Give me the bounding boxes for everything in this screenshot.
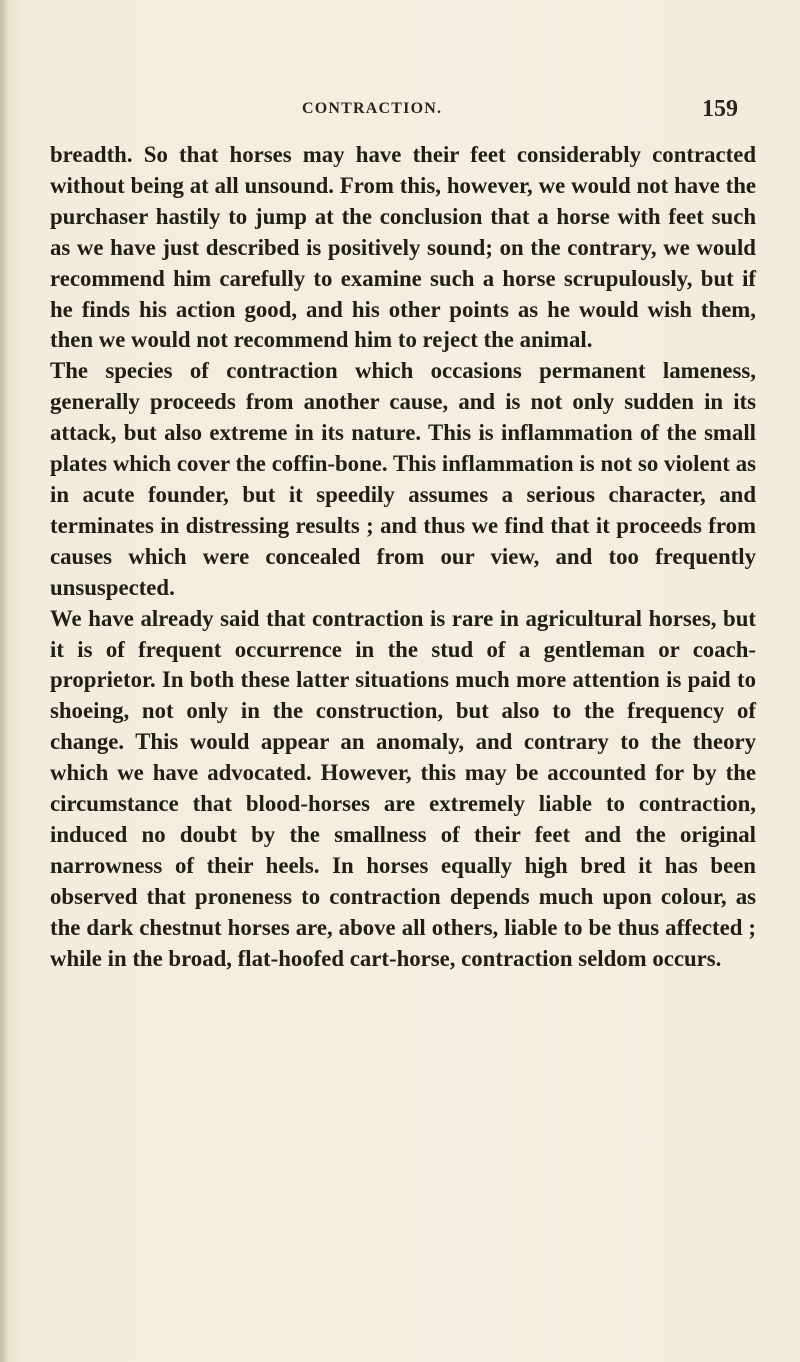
running-head: CONTRACTION. [302, 100, 443, 117]
page-gutter-shadow [0, 0, 8, 1362]
body-text [50, 140, 756, 974]
paragraph-3: We have already said that contraction is rare in agricultural horses, but it is of frequent occurrence in the stud of a gentleman or coach-proprietor. In both these latter situations much more attention is paid to shoeing, not only in the construction, but also to the frequency of change. This would appear an anomaly, and contrary to the theory which we have advocated. However, this may be accounted for by the circumstance that blood-horses are extremely liable to contraction, induced no doubt by the smallness of their feet and the original narrowness of their heels. In horses equally high bred it has been observed that proneness to contraction depends much upon colour, as the dark chestnut horses are, above all others, liable to be thus affected ; while in the broad, flat-hoofed cart-horse, contraction seldom occurs. [50, 605, 756, 971]
paragraph-2: The species of contraction which occasions permanent lameness, generally proceeds from another cause, and is not only sudden in its attack, but also extreme in its nature. This is inflammation of the small plates which cover the coffin-bone. This inflammation is not so violent as in acute founder, but it speedily assumes a serious character, and terminates in distressing results ; and thus we find that it proceeds from causes which were concealed from our view, and too frequently unsuspected. [50, 358, 756, 600]
page-number: 159 [702, 96, 738, 122]
paragraph-1: breadth. So that horses may have their feet considerably contracted without being at all unsound. From this, however, we would not have the purchaser hastily to jump at the conclusion that a horse with feet such as we have just described is positively sound; on the contrary, we would recommend him carefully to examine such a horse scrupulously, but if he finds his action good, and his other points as he would wish them, then we would not recommend him to reject the animal. [50, 142, 756, 353]
